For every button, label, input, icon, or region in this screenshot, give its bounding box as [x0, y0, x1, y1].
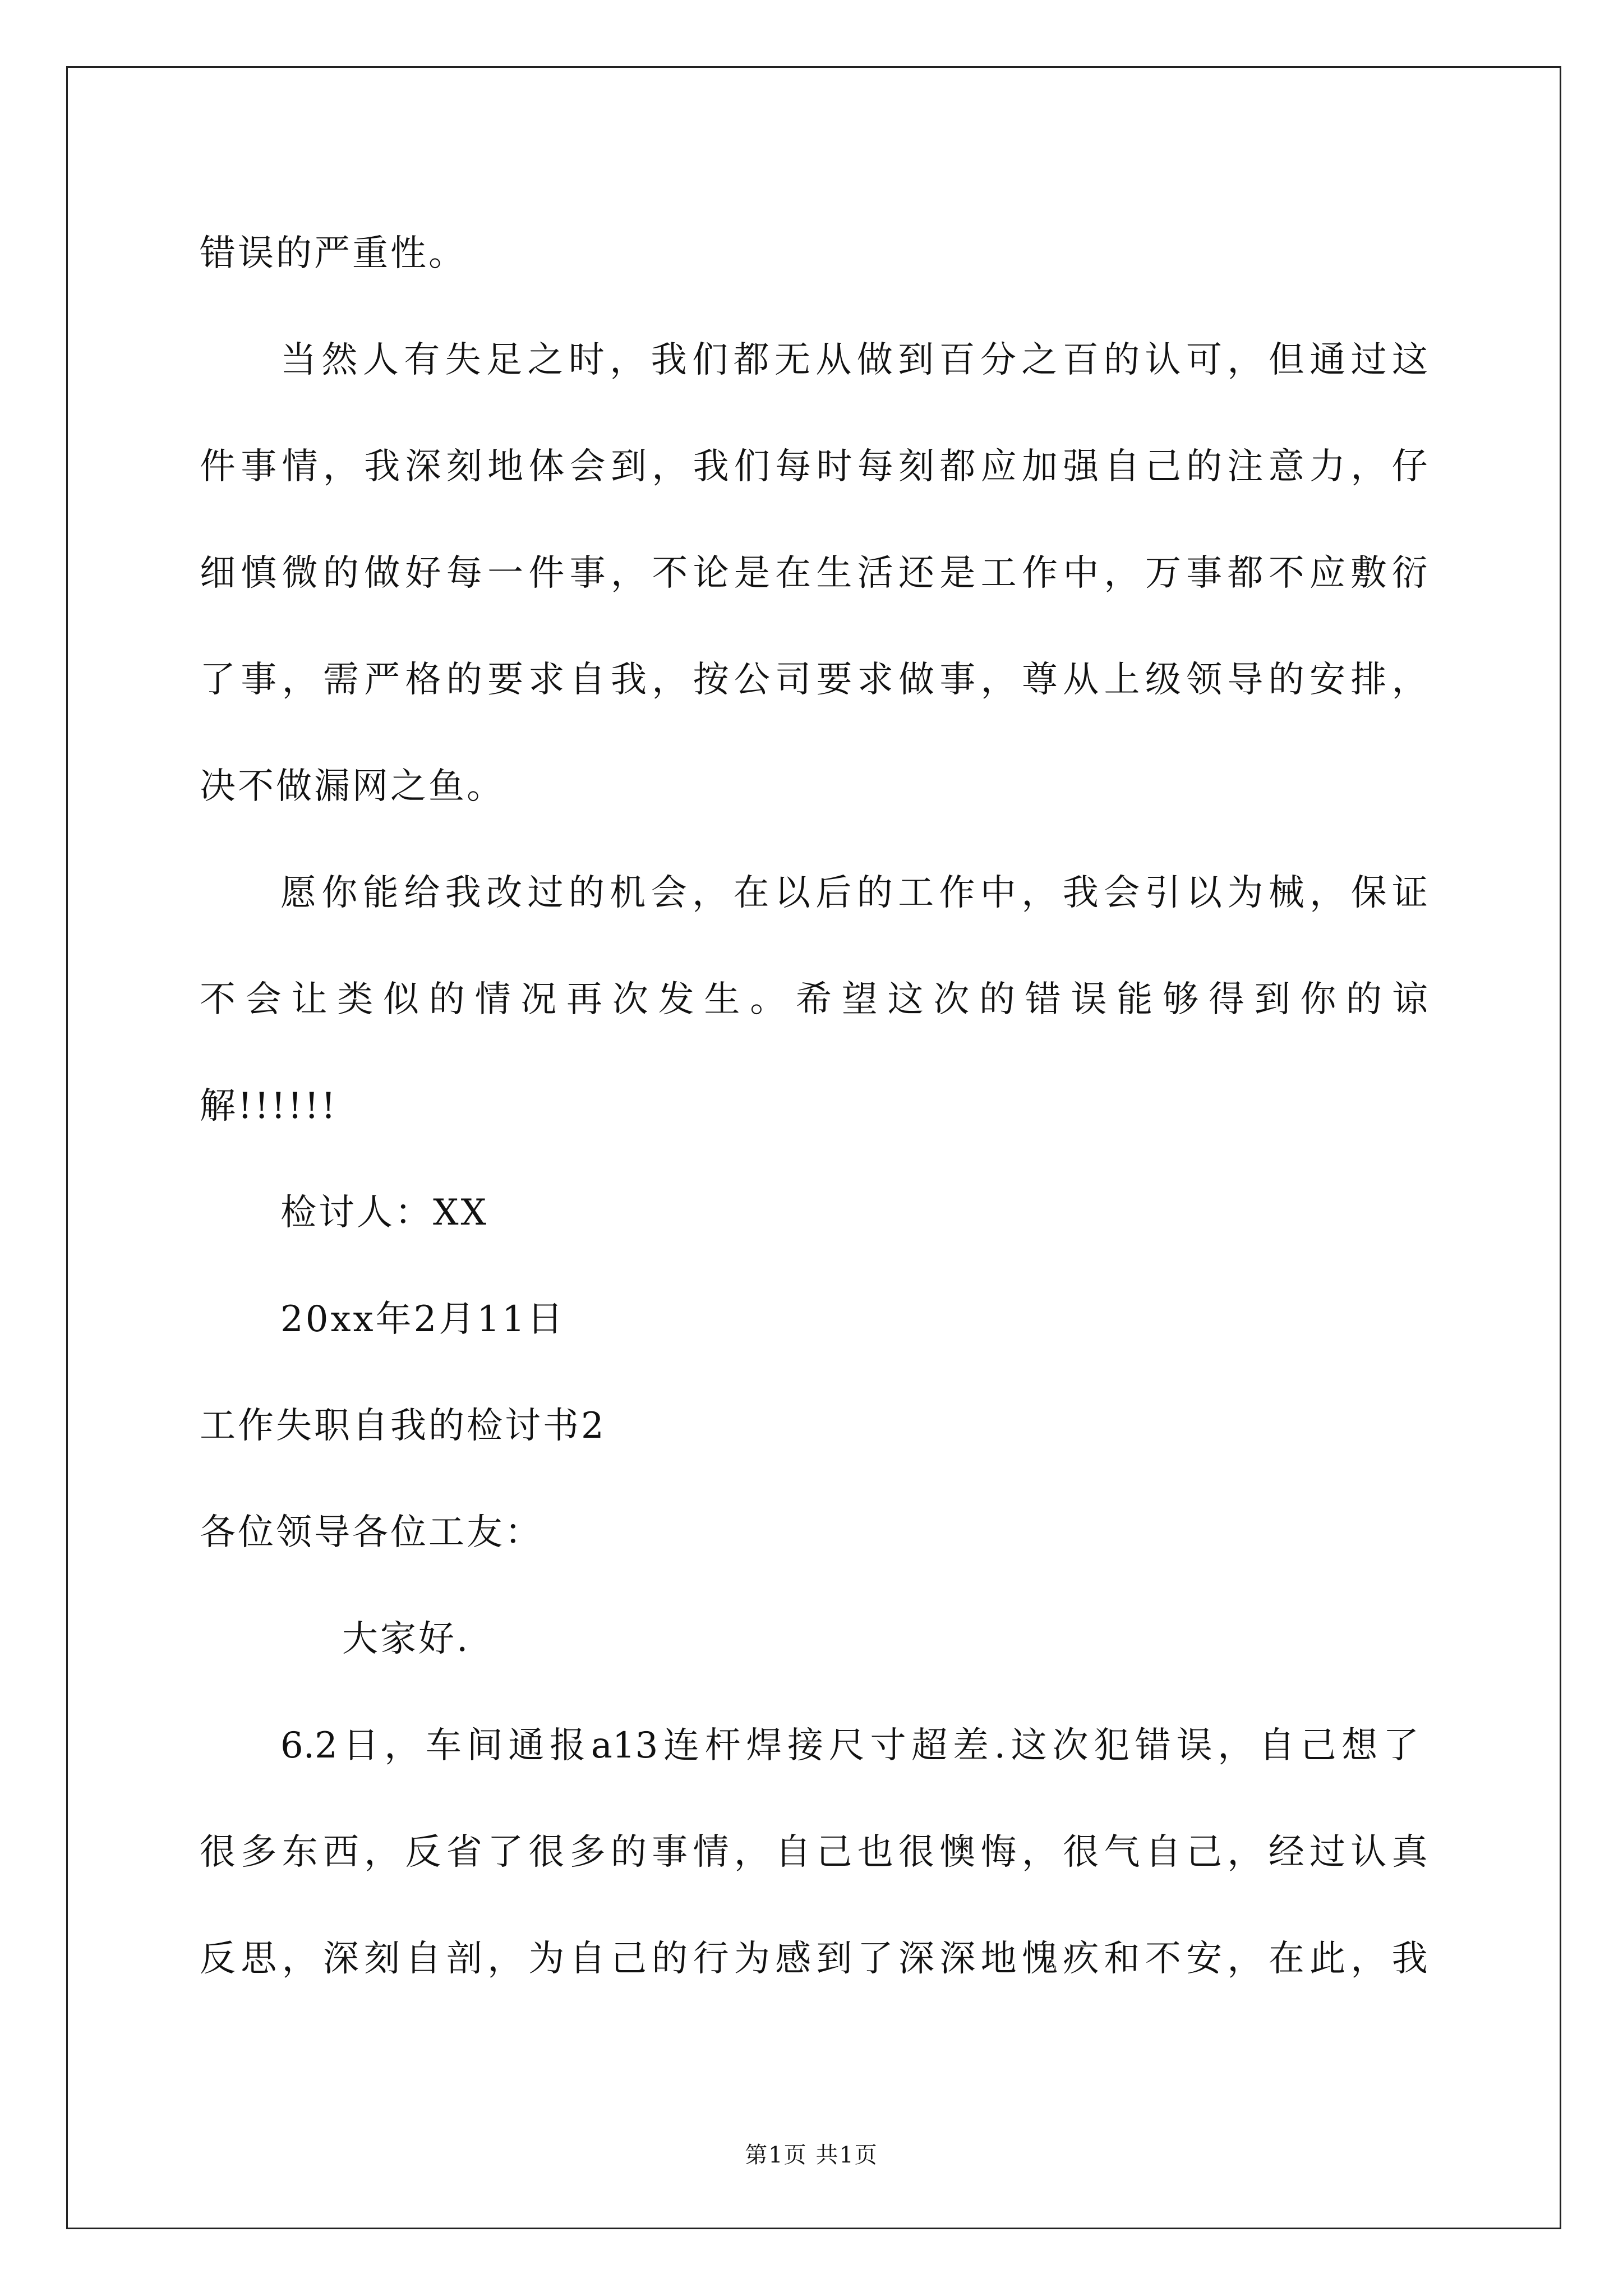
paragraph-line: 很 多 东 西 ， 反 省 了 很 多 的 事 情 ， 自 己 也 很 懊 悔 ， 很 气 自 己 ， 经 过 认 真	[200, 1832, 1428, 1873]
salutation: 各位领导各位工友：	[200, 1512, 543, 1553]
paragraph-line: 不 会 让 类 似 的 情 况 再 次 发 生 。 希 望 这 次 的 错 误 能 够 得 到 你 的 谅	[200, 979, 1428, 1020]
text-line: 解!!!!!!	[200, 1085, 338, 1127]
signature-line: 检讨人：XX	[280, 1192, 489, 1234]
paragraph-line: 当 然 人 有 失 足 之 时 ， 我 们 都 无 从 做 到 百 分 之 百 的 认 可 ， 但 通 过 这	[280, 339, 1428, 381]
text-line: 错误的严重性。	[200, 233, 467, 274]
greeting: 大家好.	[342, 1618, 471, 1660]
text-line: 决不做漏网之鱼。	[200, 766, 505, 807]
section-title: 工作失职自我的检讨书2	[200, 1405, 606, 1447]
paragraph-line: 件 事 情 ， 我 深 刻 地 体 会 到 ， 我 们 每 时 每 刻 都 应 加 强 自 己 的 注 意 力 ， 仔	[200, 446, 1428, 487]
page-footer: 第1页 共1页	[745, 2142, 878, 2168]
date-line: 20xx年2月11日	[280, 1299, 565, 1340]
paragraph-line: 6.2 日 ， 车 间 通 报 a13 连 杆 焊 接 尺 寸 超 差 . 这 次 犯 错 误 ， 自 己 想 了	[280, 1725, 1419, 1766]
page-border	[66, 66, 1561, 2229]
paragraph-line: 反 思 ， 深 刻 自 剖 ， 为 自 己 的 行 为 感 到 了 深 深 地 愧 疚 和 不 安 ， 在 此 ， 我	[200, 1938, 1428, 1980]
paragraph-line: 愿 你 能 给 我 改 过 的 机 会 ， 在 以 后 的 工 作 中 ， 我 会 引 以 为 械 ， 保 证	[280, 872, 1428, 914]
paragraph-line: 细 慎 微 的 做 好 每 一 件 事 ， 不 论 是 在 生 活 还 是 工 作 中 ， 万 事 都 不 应 敷 衍	[200, 553, 1428, 594]
paragraph-line: 了 事 ， 需 严 格 的 要 求 自 我 ， 按 公 司 要 求 做 事 ， 尊 从 上 级 领 导 的 安 排 ，	[200, 659, 1428, 701]
